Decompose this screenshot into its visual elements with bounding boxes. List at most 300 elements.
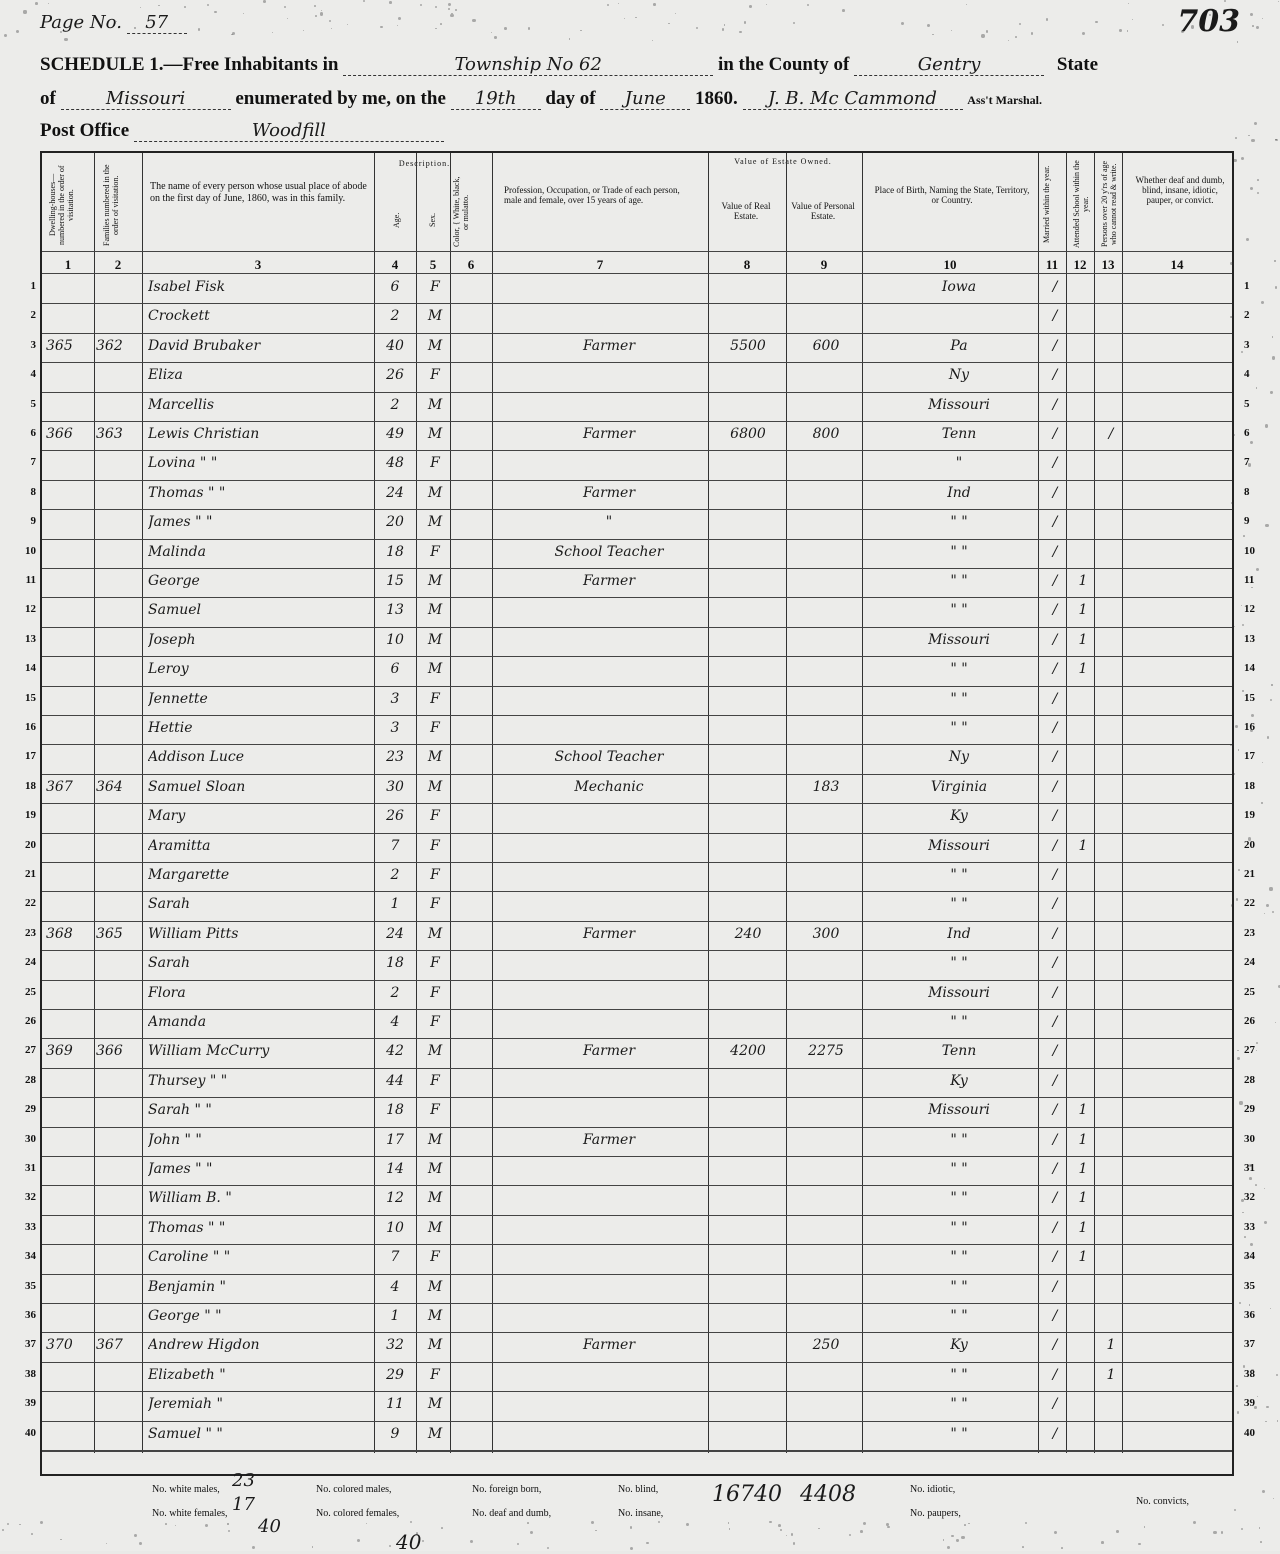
scan-noise [1234,1509,1236,1511]
scan-noise [1022,1546,1024,1548]
cell-married: / [1052,867,1058,883]
cell-sex: M [427,1278,443,1295]
scan-noise [1249,1304,1250,1305]
scan-noise [1234,773,1236,775]
cell-sex: F [430,543,440,560]
white-females-value: 17 [232,1494,255,1515]
scan-noise [887,1526,890,1529]
cell-name: George " " [148,1308,222,1324]
scan-noise [397,25,398,26]
cell-occ: Farmer [582,1337,636,1354]
cell-age: 20 [386,514,404,531]
scan-noise [849,1534,851,1536]
scan-noise [1191,25,1194,28]
row-number-right: 30 [1244,1132,1255,1145]
cell-age: 7 [390,1249,400,1266]
cell-sex: M [427,1131,443,1148]
row-rule [42,450,1232,451]
cell-married: / [1052,602,1058,619]
row-number-left: 36 [25,1309,36,1321]
scan-noise [1256,387,1257,388]
row-number-right: 15 [1244,691,1255,704]
row-rule [42,1332,1232,1333]
cell-age: 7 [390,837,400,854]
cell-married: / [1052,514,1058,531]
cell-birth: " " [950,1425,968,1442]
row-number-right: 14 [1244,662,1255,675]
white-females-label: No. white females, [152,1508,228,1519]
scan-noise [207,4,209,6]
scan-noise [1241,1528,1243,1530]
scan-noise [932,34,933,35]
cell-sex: M [427,1190,443,1207]
cell-birth: Ny [948,367,970,384]
row-number-right: 11 [1244,574,1255,586]
cell-name: Thomas " " [148,484,226,501]
row-number-right: 6 [1244,427,1250,439]
row-number-left: 2 [30,309,36,322]
row-rule [42,421,1232,422]
cell-age: 2 [390,396,400,413]
cell-school: 1 [1078,1219,1088,1236]
scan-noise [1242,624,1244,626]
marshal-label: Ass't Marshal. [967,93,1042,107]
scan-noise [1276,1374,1278,1376]
cell-birth: Ky [950,1337,968,1354]
scan-noise [140,7,141,8]
scan-noise [1138,1543,1141,1546]
col-header-1: Dwelling-houses—numbered in the order of visitation. [48,165,75,245]
scan-noise [494,36,497,39]
col-header-8: Value of Real Estate. [721,201,771,221]
scan-noise [1230,18,1231,19]
cell-name: Thomas " " [148,1219,226,1236]
cell-occ: Farmer [582,426,636,442]
cell-name: David Brubaker [148,337,261,354]
scan-noise [1250,13,1253,16]
row-number-left: 28 [25,1073,36,1086]
scan-noise [214,11,216,13]
post-office-label: Post Office [40,120,130,141]
cell-birth: " " [950,1014,968,1030]
row-number-left: 19 [25,809,36,822]
row-rule [42,509,1232,510]
scan-noise [448,3,451,6]
row-number-right: 13 [1244,632,1255,645]
scan-noise [591,1521,594,1524]
county-value: Gentry [854,54,1044,76]
cell-sex: M [427,514,443,531]
cell-pers: 600 [812,337,840,354]
cell-dw: 369 [46,1043,73,1060]
white-males-value: 23 [232,1470,255,1491]
col-num-14: 14 [1170,257,1184,272]
cell-name: Sarah [148,896,190,913]
scan-noise [1213,1531,1216,1534]
cell-birth: Missouri [928,984,990,1001]
cell-name: Sarah " " [148,1102,212,1119]
scan-noise [64,38,67,41]
scan-noise [472,19,475,22]
row-rule [42,686,1232,687]
col-header-3: The name of every person whose usual place of abode on the first day of June, 1860, was in this family. [150,181,367,204]
row-number-right: 17 [1244,750,1255,763]
cell-dw: 368 [46,925,73,942]
scan-noise [312,1546,313,1547]
scan-noise [1101,1541,1104,1544]
cell-birth: " " [950,602,968,619]
cell-occ: Farmer [582,1131,636,1148]
footer-rule [42,1451,1232,1452]
cell-sex: M [427,661,443,678]
scan-noise [284,6,286,8]
scan-noise [1119,29,1122,32]
scan-noise [728,1522,729,1523]
cell-age: 40 [386,337,404,354]
cell-married: / [1052,661,1058,678]
cell-age: 44 [386,1072,404,1089]
place-value: Township No 62 [343,54,713,76]
cell-sex: F [430,1102,440,1119]
cell-name: Hettie [148,720,193,736]
col-header-7: Profession, Occupation, or Trade of each person, male and female, over 15 years of age. [504,185,680,205]
scan-noise [951,30,953,32]
row-number-right: 22 [1244,897,1255,910]
enumeration-line [40,88,1042,110]
col-num-11: 11 [1045,257,1059,272]
cell-sex: F [430,808,440,825]
cell-birth: Ky [950,1072,968,1089]
scan-noise [363,0,365,2]
row-rule [42,392,1232,393]
scan-noise [1250,441,1253,444]
row-number-left: 5 [30,397,36,410]
scan-noise [1238,749,1240,751]
scan-noise [1025,1522,1027,1524]
scan-noise [780,1529,782,1531]
scan-noise [320,12,323,15]
scan-noise [398,17,401,20]
cell-age: 14 [386,1161,404,1177]
col-num-10: 10 [943,257,957,272]
row-number-left: 18 [25,779,36,792]
col-num-6: 6 [467,257,475,272]
scan-noise [1128,3,1129,4]
row-number-right: 12 [1244,603,1255,616]
scan-noise [2,1529,4,1531]
scan-noise [630,1526,633,1529]
scan-noise [1252,25,1254,27]
scan-noise [1237,1411,1239,1413]
cell-school: 1 [1078,1102,1088,1119]
cell-cannot: 1 [1106,1366,1116,1383]
cell-name: Benjamin " [148,1278,226,1295]
white-males-label: No. white males, [152,1484,220,1495]
scan-noise [134,27,135,28]
row-number-left: 12 [25,603,36,616]
row-number-left: 29 [25,1103,36,1116]
scan-noise [1132,19,1134,21]
row-number-right: 18 [1244,779,1255,792]
cell-occ: Farmer [582,484,636,501]
row-number-left: 20 [25,838,36,851]
row-number-left: 9 [30,515,36,528]
cell-sex: M [427,426,443,442]
cell-birth: Missouri [928,396,990,413]
col-num-8: 8 [743,257,751,272]
row-number-left: 13 [25,632,36,645]
day-value: 19th [451,88,541,110]
scan-noise [420,4,422,6]
scan-noise [1250,1243,1253,1246]
scan-noise [1272,336,1273,337]
scan-noise [646,1542,648,1544]
row-number-right: 36 [1244,1309,1255,1321]
scan-noise [1265,1421,1267,1423]
real-estate-total: 16740 [712,1482,782,1507]
cell-occ: Farmer [582,925,636,942]
cell-name: Isabel Fisk [148,279,226,295]
scan-noise [739,31,742,34]
scan-noise [1095,21,1097,23]
cell-name: Jeremiah " [148,1396,223,1413]
cell-married: / [1052,1102,1058,1119]
row-number-left: 39 [25,1397,36,1410]
row-number-right: 8 [1244,485,1250,498]
cell-age: 12 [386,1190,404,1207]
row-number-right: 32 [1244,1191,1255,1204]
scan-noise [1264,1188,1265,1189]
scan-noise [1249,1177,1252,1180]
row-rule [42,1215,1232,1216]
scan-noise [1234,626,1235,627]
scan-noise [986,30,989,33]
convicts-label: No. convicts, [1136,1496,1190,1507]
cell-dw: 367 [46,778,73,795]
page-number: 57 [127,12,187,34]
row-number-right: 5 [1244,397,1250,410]
scan-noise [964,1524,966,1526]
post-office-line [40,120,444,142]
scan-noise [4,34,7,37]
foreign-born-label: No. foreign born, [472,1484,542,1495]
scan-noise [1259,1527,1260,1528]
scan-noise [1275,286,1278,289]
scan-noise [1266,904,1269,907]
cell-pers: 800 [812,426,840,442]
row-rule [42,1391,1232,1392]
scan-noise [1265,524,1268,527]
col-num-1: 1 [64,257,72,272]
scan-noise [347,24,348,25]
cell-age: 32 [386,1337,404,1354]
cell-sex: F [430,896,440,913]
cell-birth: " [955,455,963,472]
total-value: 40 [258,1516,281,1537]
scan-noise [450,14,453,17]
cell-name: George [148,573,200,589]
cell-birth: Virginia [930,778,988,795]
scan-noise [1250,729,1253,732]
scan-noise [228,1530,230,1532]
row-rule [42,1185,1232,1186]
scan-noise [668,23,670,25]
scan-noise [1241,1199,1244,1202]
cell-sex: F [430,955,440,972]
page-number-line [40,12,187,34]
cell-birth: " " [950,1219,968,1236]
cell-school: 1 [1078,1161,1088,1177]
cell-age: 17 [386,1131,404,1148]
cell-dw: 366 [46,426,73,442]
cell-name: Samuel " " [148,1425,223,1442]
row-rule [42,1068,1232,1069]
scan-noise [749,5,752,8]
cell-name: Caroline " " [148,1249,231,1266]
scan-noise [618,3,619,4]
header-rule [42,251,1232,252]
row-rule [42,1303,1232,1304]
scan-noise [357,1539,360,1542]
row-rule [42,744,1232,745]
scan-noise [1193,1521,1196,1524]
schedule-line [40,54,1098,76]
cell-birth: " " [950,1190,968,1207]
scan-noise [1257,1396,1258,1397]
cell-age: 4 [390,1278,400,1295]
cell-sex: F [430,1249,440,1266]
cell-birth: Ky [950,808,968,825]
scan-noise [658,1521,660,1523]
col-header-5: Sex. [428,213,437,228]
cell-school: 1 [1078,1190,1088,1207]
scan-noise [793,1542,796,1545]
cell-sex: M [427,1396,443,1413]
row-rule [42,891,1232,892]
cell-dw: 370 [46,1337,73,1354]
scan-noise [1278,1,1279,2]
row-number-right: 26 [1244,1015,1255,1027]
cell-married: / [1052,1366,1058,1383]
cell-birth: " " [950,1366,968,1383]
row-number-right: 10 [1244,544,1255,557]
scan-noise [1271,684,1272,685]
row-number-left: 35 [25,1279,36,1292]
scan-noise [1237,41,1239,43]
scan-noise [410,1521,412,1523]
row-number-left: 32 [25,1191,36,1204]
row-number-right: 23 [1244,926,1255,939]
col-num-4: 4 [391,257,399,272]
scan-noise [1224,0,1226,2]
scan-noise [1082,32,1085,35]
scan-noise [1230,28,1231,29]
row-number-right: 35 [1244,1279,1255,1292]
cell-age: 3 [390,720,400,736]
row-rule [42,1274,1232,1275]
scan-noise [470,1540,473,1543]
row-number-right: 16 [1244,721,1255,733]
scan-noise [807,4,809,6]
row-rule [42,480,1232,481]
row-number-right: 21 [1244,868,1255,880]
scan-noise [927,24,930,27]
row-rule [42,597,1232,598]
row-rule [42,921,1232,922]
scan-noise [435,28,436,29]
cell-name: Crockett [148,308,210,325]
scan-noise [1236,898,1239,901]
cell-sex: F [430,367,440,384]
page-label: Page No. [40,12,122,33]
row-number-right: 40 [1244,1426,1255,1439]
cell-name: Andrew Higdon [148,1337,260,1354]
scan-noise [981,34,984,37]
scan-noise [1061,1547,1063,1549]
cell-age: 29 [386,1366,404,1383]
cell-married: / [1052,337,1058,354]
scan-noise [7,1523,10,1526]
cell-married: / [1052,896,1058,913]
col-num-12: 12 [1073,257,1087,272]
row-rule [42,627,1232,628]
row-rule [42,1421,1232,1422]
cell-age: 26 [386,367,404,384]
cell-age: 24 [386,925,404,942]
scan-noise [60,1539,62,1541]
cell-sex: M [427,337,443,354]
cell-name: Margarette [148,867,230,883]
cell-married: / [1052,778,1058,795]
row-rule [42,1244,1232,1245]
scan-noise [1019,23,1021,25]
scan-noise [1054,1531,1057,1534]
col-header-9: Value of Personal Estate. [791,201,855,221]
scan-noise [35,2,38,5]
row-number-right: 3 [1244,338,1250,351]
col-num-2: 2 [114,257,122,272]
scan-noise [455,9,457,11]
row-number-right: 9 [1244,515,1250,528]
cell-married: / [1052,1131,1058,1148]
scan-noise [1254,122,1257,125]
row-number-right: 20 [1244,838,1255,851]
cell-sex: F [430,690,440,707]
state-label: State [1056,54,1099,75]
cell-birth: Pa [950,337,968,354]
scan-noise [1251,139,1254,142]
row-rule [42,774,1232,775]
cell-name: Samuel Sloan [148,778,246,795]
scan-noise [1237,1050,1238,1051]
row-number-left: 24 [25,956,36,969]
row-rule [42,803,1232,804]
scan-noise [652,40,653,41]
cell-birth: Ind [947,484,971,501]
cell-name: John " " [148,1131,202,1148]
cell-school: 1 [1078,631,1088,648]
row-number-right: 27 [1244,1044,1255,1057]
scan-noise [1116,1530,1119,1533]
row-number-right: 39 [1244,1397,1255,1410]
col-header-10: Place of Birth, Naming the State, Territory, or Country. [874,185,1030,205]
cell-name: Mary [148,808,186,825]
cell-age: 2 [390,984,400,1001]
cell-name: William McCurry [148,1043,270,1060]
cell-cannot: 1 [1106,1337,1116,1354]
cell-cannot: / [1108,426,1114,442]
row-number-left: 33 [25,1220,36,1233]
